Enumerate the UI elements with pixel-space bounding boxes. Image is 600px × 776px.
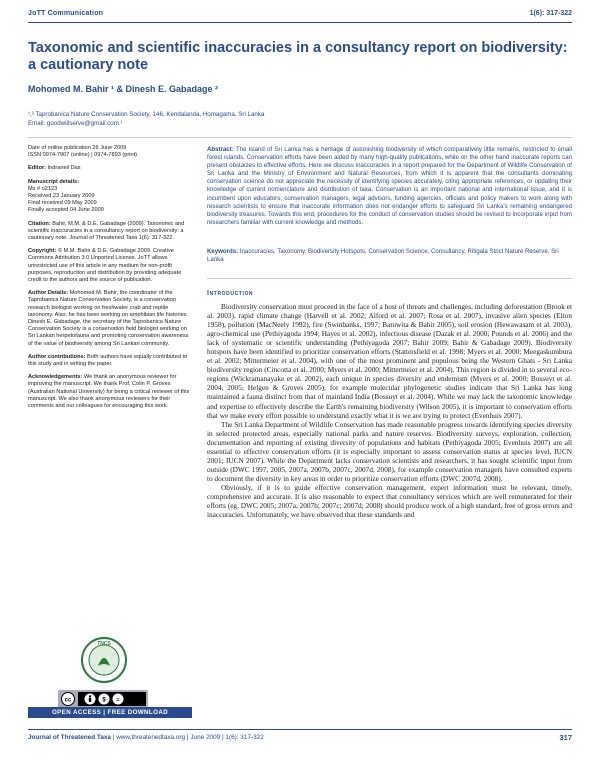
- affiliation: [28, 110, 572, 128]
- citation-label: Citation:: [28, 220, 51, 227]
- citation: [28, 221, 192, 243]
- sidebar: [28, 145, 192, 416]
- keywords-label: Keywords:: [207, 248, 239, 255]
- abstract-label: Abstract:: [207, 146, 234, 153]
- journal-short-name: JoTT Communication: [28, 10, 104, 17]
- author-contributions: [28, 354, 192, 368]
- author-details: [28, 290, 192, 348]
- ack-text: We thank an anonymous reviewer for improving the manuscript. We thank Prof. Colin P. Groves (Australian National University) for being a critical reviewer of this manuscript. We also thank anonymous reviewers for their comments and our colleagues for encouraging this work.: [28, 374, 190, 410]
- editor-info: [28, 165, 192, 172]
- citation-text: Bahir, M.M. & D.E. Gabadage (2009). Taxonomic and scientific inaccuracies in a consultancy report on biodiversity: a cautionary note. Journal of Threatened Taxa 1(6): 317-322.: [28, 220, 185, 242]
- footer-details: | www.threatenedtaxa.org | June 2009 | 1(6): 317-322: [110, 734, 264, 741]
- paragraph: Biodiversity conservation must proceed in the face of a host of threats and challenges, including deforestation (Brook et al. 2003), rapid climate change (Harvell et al. 2002; Alford et al. 2007; Rosa et al. 2007), invasive alien species (Elton 1958), pollution (MacNeely 1992), fire (Swinbanks, 1997; Batuwita & Bahir 2005), soil erosion (Hewawasam et al. 2003), agro-chemical use (Pethiyagoda 1994; Hayes et al. 2002), infectious disease (Dazak et al. 2000; Pounds et al. 2006) and the lack of systematic or scientific understanding (Pethiyagoda 2007; Bahir 2009; Bahir & Gabadage 2009). Biodiversity hotspots have been identified to prioritize conservation efforts (Stattersfield et al. 1998; Myers et al. 2000; Meegaskumbura et al. 2002; Mittermeier et al. 2004), with one of the most prominent and populous being the Western Ghats - Sri Lanka biodiversity region (Cincotta et al. 2000; Myers et al. 2000; Mittermeier et al. 2004). This region is divided in to several eco-regions (Wickramanayake et al. 2002), each unique in species diversity and endemism (Myers et al. 2000; Bossuyt et al. 2004, 2005; Helgen & Groves 2005); for example molecular phylogenetic studies indicate that Sri Lanka has long maintained a fauna distinct from that of mainland India (Bossuyt et al. 2004). While we may lack the taxonomic knowledge and expertise to effectively describe the Earth's remaining biodiversity (Wilson 2005), it is important to conservation efforts that we make every effort possible to understand exactly what it is we are trying to protect (Evenhuis 2007).: [207, 302, 572, 420]
- acknowledgements: [28, 374, 192, 410]
- page-number: 317: [559, 733, 572, 742]
- running-footer: [28, 734, 264, 741]
- creative-commons-badge-icon[interactable]: [58, 690, 148, 708]
- running-header: [28, 10, 572, 20]
- editor-name: Indraneil Das: [46, 165, 81, 172]
- svg-text:cc: cc: [64, 697, 72, 704]
- introduction-body: [207, 302, 572, 519]
- abstract-text: The island of Sri Lanka has a heritage of astonishing biodiversity of which comparatively little remains, restricted to small forest islands. Conservation efforts have been aided by many high-quality publications, while on the other hand inaccurate reports can present obstacles to effective efforts. Here we discuss inaccuracies in a report prepared for the Department of Wildlife Conservation of Sri Lanka and the Ministry of Environment and Natural Resources, from which it is apparent that the consultants dominating conservation science do not appreciate the necessity of identifying species accurately, citing appropriate references, or updating their knowledge of current nomenclature and distribution of taxa. Conservation is an important national and international issue, and it is incumbent upon educators, conservation managers, legal advisors, funding agencies, officials and policy makers to work along with research scientists to ensure that inaccurate information does not endanger efforts to safeguard Sri Lanka's remaining endangered biodiversity treasures. Towards this end, procedures for the conduct of conservation studies should be revised to incorporate input from researchers familiar with current knowledge and methods.: [207, 146, 572, 226]
- svg-text:=: =: [116, 697, 120, 704]
- section-rule: [207, 278, 572, 279]
- copyright: [28, 248, 192, 284]
- society-logo-icon: [80, 636, 128, 684]
- svg-text:$: $: [102, 697, 106, 704]
- keywords: [207, 248, 572, 264]
- email-link[interactable]: Email: goodwillserve@gmail.com ¹: [28, 120, 123, 127]
- contrib-label: Author contributions:: [28, 353, 86, 360]
- editor-label: Editor:: [28, 165, 47, 172]
- logo-ring-text: TNCS: [97, 641, 111, 647]
- footer-rule: [28, 729, 572, 730]
- copyright-text: © M.M. Bahir & D.E. Gabadage 2009. Creative Commons Attribution 3.0 Unported License. JoTT allows unrestricted use of this article in any medium for non-profit purposes, reproduction and distribution by providing adequate credit to the authors and the source of publication.: [28, 248, 182, 284]
- introduction-heading: Introduction: [207, 288, 254, 297]
- manuscript-details: [28, 179, 192, 215]
- contrib-text: Both authors have equally contributed to this study and in writing the paper.: [28, 353, 188, 368]
- copyright-label: Copyright:: [28, 248, 57, 255]
- author-details-label: Author Details:: [28, 290, 69, 297]
- footer-journal: Journal of Threatened Taxa: [28, 734, 111, 741]
- paragraph: Obviously, if it is to guide effective conservation management, expert information must be relevant, timely, comprehensive and accurate. It is also reasonable to expect that consultancy services which are well remunerated for their efforts (eg. DWC 2005; 2007a, 2007b; 2007c; 2007d; 2008) should produce work of a high standard, free of gross errors and inaccuracies. Unfortunately, we have observed that these standards and: [207, 482, 572, 520]
- ack-label: Acknowledgements:: [28, 374, 83, 381]
- publication-info: Date of online publication 26 June 2009 ISSN 0974-7907 (online) | 0974-7893 (print): [28, 145, 138, 159]
- open-access-banner[interactable]: OPEN ACCESS | FREE DOWNLOAD: [28, 707, 192, 718]
- header-rule: [28, 22, 572, 23]
- keywords-text: Inaccuracies, Taxonomy, Biodiversity Hotspots, Conservation Science, Consultancy, Ritigala Strict Nature Reserve, Sri Lanka: [207, 248, 559, 264]
- paragraph: The Sri Lanka Department of Wildlife Conservation has made reasonable progress towards identifying species diversity in selected protected areas, especially national parks and nature reserves. Biodiversity surveys, exploration, collection, documentation and reporting of existing diversity of populations and habitats (Pethiyagoda 2005; Evenhuis 2007) are all essential to effective conservation efforts (it is especially important to assess conservation status at species level, IUCN 2001; IUCN 2007). While the Department lacks conservation scientists and researchers, it has sought scientific input from outside (DWC 1997, 2005, 2007a, 2007b, 2007c, 2007d, 2008), for example conservation managers have consulted experts to document the diversity in key areas in order to prioritize conservation efforts (DWC 2007d, 2008).: [207, 419, 572, 483]
- article-title: Taxonomic and scientific inaccuracies in a consultancy report on biodiversity: a cautionary note: [28, 40, 568, 73]
- author-details-text: Mohomed M. Bahir, the coordinator of the Taprobanica Nature Conservation Society, is a conservation research biologist working on freshwater crab and reptile taxonomy. Also, he has been working on amphibian life histories. Dinesh E. Gabadage, the secretary of the Taprobanica Nature Conservation Society is a conservation field biologist working on Sri Lankan herpetofauna and promoting conservation awareness of the value of biodiversity among Sri Lankan community.: [28, 290, 189, 347]
- manuscript-dates: Ms # o2123 Received 23 January 2009 Final received 09 May 2009 Finally accepted 04 June 2009: [28, 185, 104, 214]
- section-rule: [28, 137, 572, 138]
- volume-issue: 1(6): 317-322: [529, 10, 572, 17]
- abstract: [207, 146, 572, 227]
- manuscript-label: Manuscript details:: [28, 178, 79, 185]
- author-list: Mohomed M. Bahir ¹ & Dinesh E. Gabadage ²: [28, 84, 219, 94]
- affiliation-line: ¹,² Taprobanica Nature Conservation Society, 146, Kendalanda, Homagama, Sri Lanka: [28, 111, 265, 118]
